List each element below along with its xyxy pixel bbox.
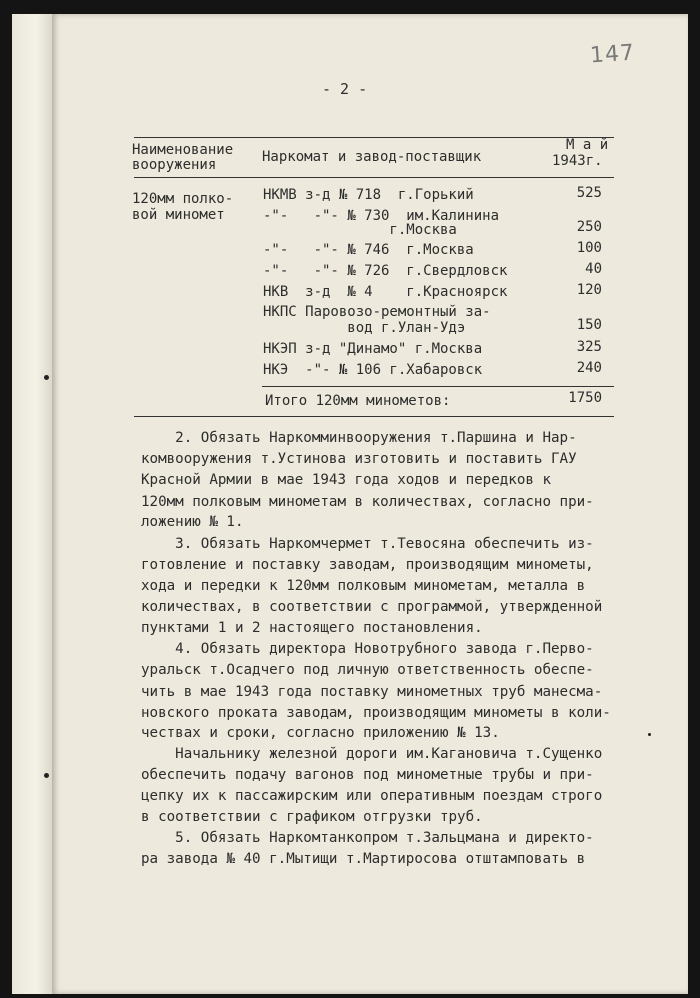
table-row-5-supplier: НКВ з-д № 4 г.Красноярск: [263, 284, 508, 300]
body-line: Красной Армии в мае 1943 года ходов и передков к: [141, 472, 551, 488]
body-line: чествах и сроки, согласно приложению № 13.: [141, 725, 500, 741]
table-row-3-value: 100: [576, 240, 602, 256]
table-bottom-rule: [134, 416, 614, 417]
table-row-8-value: 240: [576, 360, 602, 376]
table-row-6-value: 150: [576, 317, 602, 333]
table-row-1-supplier: НКМВ з-д № 718 г.Горький: [263, 187, 474, 203]
body-line: цепку их к пассажирским или оперативным поездам строго: [141, 788, 603, 804]
scan-speck: [648, 733, 651, 736]
header-weapon-line-2: вооружения: [132, 157, 217, 173]
body-line: в соответствии с графиком отгрузки труб.: [141, 809, 483, 825]
table-row-5-value: 120: [576, 282, 602, 298]
body-line: готовление и поставку заводам, производящим минометы,: [141, 557, 594, 573]
body-line: 5. Обязать Наркомтанкопром т.Зальцмана и директо-: [141, 830, 594, 846]
body-line: уральск т.Осадчего под личную ответственность обеспе-: [141, 662, 594, 678]
table-total-rule: [262, 386, 614, 387]
scan-speck: [44, 773, 49, 778]
body-line: количествах, в соответствии с программой, утвержденной: [141, 599, 603, 615]
body-line: чить в мае 1943 года поставку минометных труб манесма-: [141, 684, 603, 700]
left-page-edge: [12, 14, 52, 994]
body-line: пунктами 1 и 2 настоящего постановления.: [141, 620, 483, 636]
header-year: 1943г.: [552, 153, 603, 169]
page-number: - 2 -: [322, 80, 368, 98]
table-row-2-supplier: -"- -"- № 730 им.Калинина: [263, 208, 500, 224]
weapon-name-line-2: вой миномет: [132, 207, 225, 223]
table-row-2-supplier-cont: г.Москва: [263, 222, 457, 238]
archive-page-number: 147: [589, 40, 636, 69]
weapon-name-line-1: 120мм полко-: [132, 191, 234, 207]
header-supplier: Наркомат и завод-поставщик: [262, 149, 482, 165]
scan-speck: [44, 375, 49, 380]
body-line: ложению № 1.: [141, 514, 244, 530]
table-row-6-supplier-cont: вод г.Улан-Удэ: [263, 320, 466, 336]
body-line: комвооружения т.Устинова изготовить и поставить ГАУ: [141, 451, 577, 467]
table-total-label: Итого 120мм минометов:: [265, 393, 451, 409]
body-line: хода и передки к 120мм полковым минометам, металла в: [141, 578, 586, 594]
body-line: 120мм полковым минометам в количествах, согласно при-: [141, 494, 594, 510]
table-total-value: 1750: [568, 390, 602, 406]
table-row-2-value: 250: [576, 219, 602, 235]
table-row-3-supplier: -"- -"- № 746 г.Москва: [263, 242, 474, 258]
body-line: 2. Обязать Наркомминвооружения т.Паршина и Нар-: [141, 430, 577, 446]
body-line: ра завода № 40 г.Мытищи т.Мартиросова отштамповать в: [141, 851, 586, 867]
body-line: Начальнику железной дороги им.Кагановича т.Сущенко: [141, 746, 603, 762]
header-month: М а й: [566, 137, 609, 153]
table-header-rule: [134, 177, 614, 178]
table-row-6-supplier: НКПС Паровозо-ремонтный за-: [263, 304, 491, 320]
body-line: 3. Обязать Наркомчермет т.Тевосяна обеспечить из-: [141, 536, 594, 552]
table-row-1-value: 525: [576, 185, 602, 201]
header-weapon-line-1: Наименование: [132, 142, 234, 158]
table-row-7-supplier: НКЭП з-д "Динамо" г.Москва: [263, 341, 483, 357]
table-row-8-supplier: НКЭ -"- № 106 г.Хабаровск: [263, 362, 483, 378]
body-line: новского проката заводам, производящим минометы в коли-: [141, 705, 611, 721]
body-line: 4. Обязать директора Новотрубного завода г.Перво-: [141, 641, 594, 657]
table-row-7-value: 325: [576, 339, 602, 355]
table-row-4-supplier: -"- -"- № 726 г.Свердловск: [263, 263, 508, 279]
body-line: обеспечить подачу вагонов под минометные трубы и при-: [141, 767, 594, 783]
table-row-4-value: 40: [585, 261, 602, 277]
table-top-rule: [134, 137, 614, 138]
